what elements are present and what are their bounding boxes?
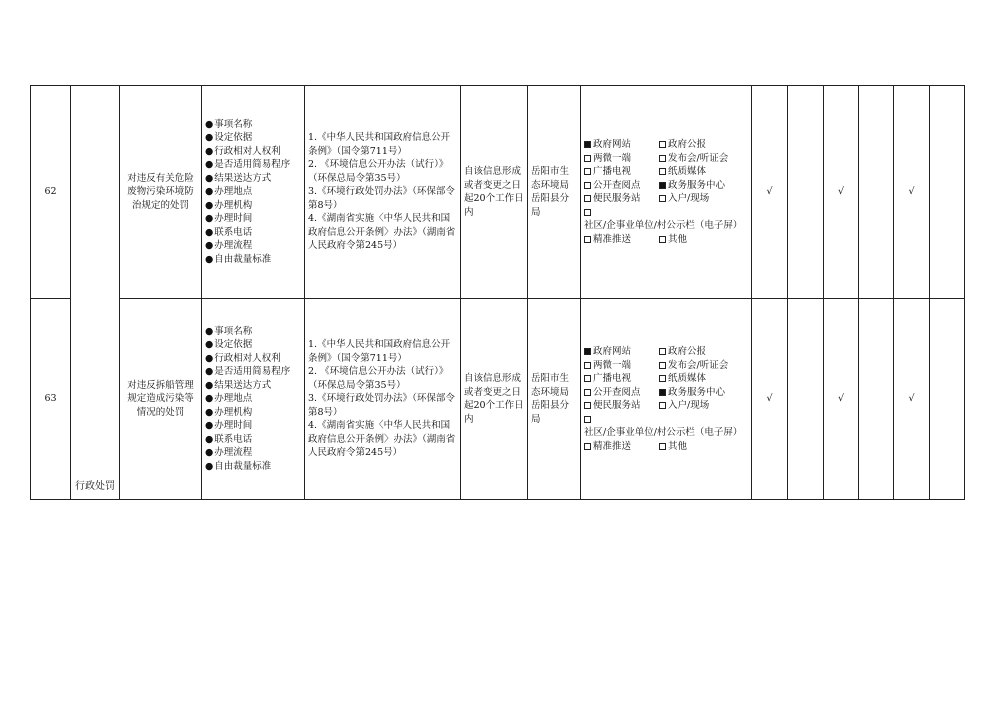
disclosure-channels bbox=[581, 86, 752, 299]
channel-option bbox=[659, 165, 748, 179]
scope-mark-cell bbox=[930, 299, 965, 500]
table-body bbox=[31, 86, 965, 500]
channel-option bbox=[584, 138, 659, 152]
channel-label: 便民服务站 bbox=[593, 400, 641, 411]
row-number: 63 bbox=[31, 299, 71, 500]
category-label: 行政处罚 bbox=[75, 480, 115, 492]
disclosure-item: ● 办理流程 bbox=[205, 239, 301, 253]
disclosure-item: ● 自由裁量标准 bbox=[205, 460, 301, 474]
scope-mark-cell bbox=[930, 86, 965, 299]
unchecked-box-icon bbox=[584, 155, 591, 162]
unchecked-box-icon bbox=[584, 182, 591, 189]
category-cell bbox=[71, 86, 120, 500]
channel-label: 便民服务站 bbox=[593, 193, 641, 204]
disclosure-table bbox=[30, 85, 965, 500]
unchecked-box-icon bbox=[659, 236, 666, 243]
channel-label: 其他 bbox=[668, 233, 688, 245]
channel-label: 公开查阅点 bbox=[593, 386, 641, 398]
disclosure-item: ● 是否适用简易程序 bbox=[205, 365, 301, 379]
unchecked-box-icon bbox=[659, 443, 666, 450]
channel-label: 政务服务中心 bbox=[668, 179, 726, 191]
disclosure-item: ● 办理流程 bbox=[205, 446, 301, 460]
channel-label: 入户/现场 bbox=[668, 400, 710, 411]
disclosure-item: ● 联系电话 bbox=[205, 226, 301, 240]
unchecked-box-icon bbox=[659, 141, 666, 148]
channel-label: 精准推送 bbox=[593, 440, 632, 452]
disclosure-item: ● 结果送达方式 bbox=[205, 379, 301, 393]
scope-mark-cell: √ bbox=[824, 299, 859, 500]
disclosure-item: ● 事项名称 bbox=[205, 118, 301, 132]
channel-label: 精准推送 bbox=[593, 233, 632, 245]
legal-basis-item: 1.《中华人民共和国政府信息公开条例》（国令第711号） bbox=[308, 132, 451, 157]
legal-basis-item: 2. 《环境信息公开办法（试行）》（环保总局令第35号） bbox=[308, 159, 449, 184]
disclosure-item: ● 办理机构 bbox=[205, 406, 301, 420]
legal-basis-item: 3.《环境行政处罚办法》（环保部令第8号） bbox=[308, 393, 455, 418]
channel-option bbox=[659, 399, 748, 413]
channel-label: 入户/现场 bbox=[668, 193, 710, 204]
scope-mark-cell: √ bbox=[894, 86, 930, 299]
channel-option bbox=[584, 413, 748, 440]
channel-label: 发布会/听证会 bbox=[668, 359, 729, 371]
unchecked-box-icon bbox=[584, 362, 591, 369]
disclosure-item: ● 设定依据 bbox=[205, 131, 301, 145]
channel-option bbox=[659, 192, 748, 206]
checked-box-icon bbox=[584, 141, 591, 148]
scope-mark-cell bbox=[859, 86, 894, 299]
channel-option bbox=[659, 386, 748, 400]
time-limit: 自该信息形成或者变更之日起20个工作日内 bbox=[461, 86, 528, 299]
unchecked-box-icon bbox=[584, 236, 591, 243]
channel-label: 广播电视 bbox=[593, 166, 632, 177]
channel-label: 纸质媒体 bbox=[668, 166, 707, 177]
channel-label: 政府网站 bbox=[593, 346, 632, 357]
item-name: 对违反有关危险废物污染环境防治规定的处罚 bbox=[120, 86, 202, 299]
disclosure-items bbox=[202, 299, 305, 500]
disclosure-item: ● 办理地点 bbox=[205, 185, 301, 199]
channel-label: 两微一端 bbox=[593, 359, 632, 371]
legal-basis bbox=[305, 299, 461, 500]
unchecked-box-icon bbox=[584, 402, 591, 409]
channel-option bbox=[584, 399, 659, 413]
scope-mark-cell bbox=[859, 299, 894, 500]
disclosure-item: ● 行政相对人权利 bbox=[205, 352, 301, 366]
checked-box-icon bbox=[659, 389, 666, 396]
scope-mark-cell: √ bbox=[752, 86, 788, 299]
disclosure-item: ● 事项名称 bbox=[205, 325, 301, 339]
channel-option bbox=[659, 359, 748, 373]
channel-option bbox=[584, 165, 659, 179]
unchecked-box-icon bbox=[659, 155, 666, 162]
disclosure-item: ● 是否适用简易程序 bbox=[205, 158, 301, 172]
channel-label: 纸质媒体 bbox=[668, 373, 707, 384]
disclosure-item: ● 办理机构 bbox=[205, 199, 301, 213]
channel-option bbox=[659, 233, 748, 247]
channel-label: 社区/企事业单位/村公示栏（电子屏） bbox=[584, 427, 743, 438]
checked-box-icon bbox=[584, 348, 591, 355]
channel-label: 政府公报 bbox=[668, 139, 707, 150]
table-row bbox=[31, 86, 965, 299]
channel-option bbox=[584, 206, 748, 233]
channel-label: 政府网站 bbox=[593, 139, 632, 150]
disclosure-item: ● 办理地点 bbox=[205, 392, 301, 406]
channel-option bbox=[584, 179, 659, 193]
scope-mark-cell bbox=[788, 299, 824, 500]
unchecked-box-icon bbox=[659, 402, 666, 409]
channel-option bbox=[584, 345, 659, 359]
channel-label: 公开查阅点 bbox=[593, 179, 641, 191]
legal-basis-item: 1.《中华人民共和国政府信息公开条例》（国令第711号） bbox=[308, 339, 451, 364]
legal-basis-item: 2. 《环境信息公开办法（试行）》（环保总局令第35号） bbox=[308, 366, 449, 391]
row-number: 62 bbox=[31, 86, 71, 299]
channel-label: 其他 bbox=[668, 440, 688, 452]
unchecked-box-icon bbox=[584, 209, 591, 216]
channel-option bbox=[584, 359, 659, 373]
channel-label: 政府公报 bbox=[668, 346, 707, 357]
disclosure-item: ● 办理时间 bbox=[205, 212, 301, 226]
unchecked-box-icon bbox=[659, 375, 666, 382]
responsible-dept: 岳阳市生态环境局岳阳县分局 bbox=[528, 299, 581, 500]
unchecked-box-icon bbox=[659, 195, 666, 202]
disclosure-item: ● 自由裁量标准 bbox=[205, 253, 301, 267]
channel-label: 社区/企事业单位/村公示栏（电子屏） bbox=[584, 220, 743, 231]
unchecked-box-icon bbox=[584, 389, 591, 396]
disclosure-channels bbox=[581, 299, 752, 500]
unchecked-box-icon bbox=[659, 168, 666, 175]
unchecked-box-icon bbox=[584, 416, 591, 423]
time-limit: 自该信息形成或者变更之日起20个工作日内 bbox=[461, 299, 528, 500]
scope-mark-cell bbox=[788, 86, 824, 299]
channel-option bbox=[659, 345, 748, 359]
disclosure-item: ● 行政相对人权利 bbox=[205, 145, 301, 159]
disclosure-item: ● 结果送达方式 bbox=[205, 172, 301, 186]
channel-label: 政务服务中心 bbox=[668, 386, 726, 398]
responsible-dept: 岳阳市生态环境局岳阳县分局 bbox=[528, 86, 581, 299]
scope-mark-cell: √ bbox=[752, 299, 788, 500]
channel-label: 两微一端 bbox=[593, 152, 632, 164]
item-name: 对违反拆船管理规定造成污染等情况的处罚 bbox=[120, 299, 202, 500]
channel-option bbox=[659, 152, 748, 166]
scope-mark-cell: √ bbox=[824, 86, 859, 299]
checked-box-icon bbox=[659, 182, 666, 189]
legal-basis-item: 4.《湖南省实施〈中华人民共和国政府信息公开条例〉办法》（湖南省人民政府令第245号） bbox=[308, 420, 456, 459]
unchecked-box-icon bbox=[584, 443, 591, 450]
disclosure-item: ● 办理时间 bbox=[205, 419, 301, 433]
disclosure-item: ● 设定依据 bbox=[205, 338, 301, 352]
channel-label: 广播电视 bbox=[593, 373, 632, 384]
scope-mark-cell: √ bbox=[894, 299, 930, 500]
disclosure-items bbox=[202, 86, 305, 299]
channel-option bbox=[584, 440, 659, 454]
unchecked-box-icon bbox=[584, 195, 591, 202]
channel-option bbox=[584, 192, 659, 206]
legal-basis-item: 4.《湖南省实施〈中华人民共和国政府信息公开条例〉办法》（湖南省人民政府令第245号） bbox=[308, 213, 456, 252]
channel-option bbox=[659, 179, 748, 193]
channel-label: 发布会/听证会 bbox=[668, 152, 729, 164]
channel-option bbox=[584, 372, 659, 386]
table-row bbox=[31, 299, 965, 500]
channel-option bbox=[659, 372, 748, 386]
channel-option bbox=[584, 233, 659, 247]
disclosure-item: ● 联系电话 bbox=[205, 433, 301, 447]
legal-basis bbox=[305, 86, 461, 299]
channel-option bbox=[659, 440, 748, 454]
legal-basis-item: 3.《环境行政处罚办法》（环保部令第8号） bbox=[308, 186, 455, 211]
unchecked-box-icon bbox=[659, 348, 666, 355]
unchecked-box-icon bbox=[659, 362, 666, 369]
channel-option bbox=[659, 138, 748, 152]
channel-option bbox=[584, 386, 659, 400]
unchecked-box-icon bbox=[584, 168, 591, 175]
channel-option bbox=[584, 152, 659, 166]
unchecked-box-icon bbox=[584, 375, 591, 382]
